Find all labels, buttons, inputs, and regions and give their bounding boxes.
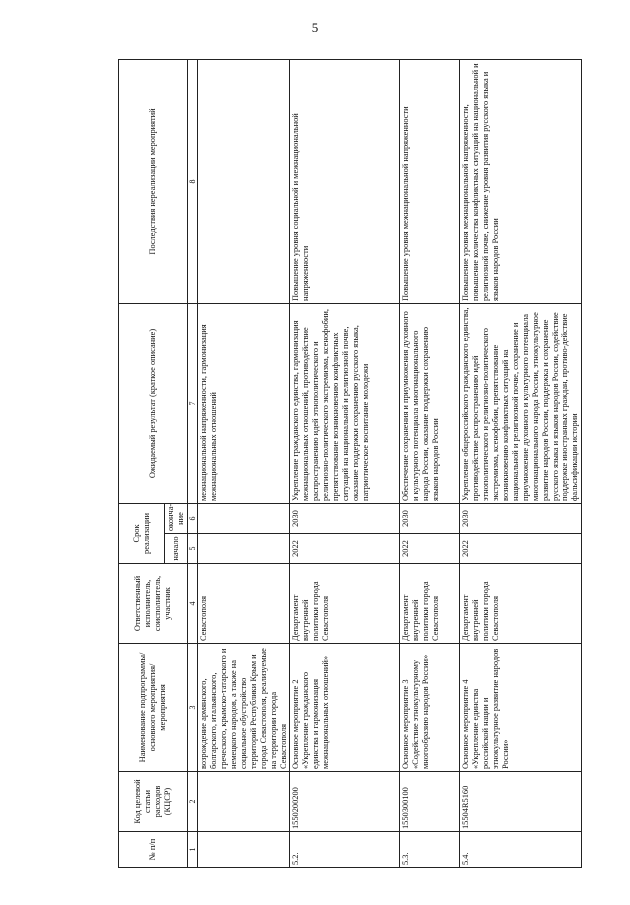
row-num: 5.3. <box>400 832 460 868</box>
row-result: межнациональной напряженности, гармонизация межнациональных отношений <box>198 304 290 504</box>
row-start: 2022 <box>460 534 582 564</box>
row-code <box>198 772 290 832</box>
row-consequences: Повышение уровня социальной и межнациональной напряженности <box>290 60 400 304</box>
row-end <box>198 504 290 534</box>
row-name: возрождение армянского, болгарского, итальянского, греческого, крымско-татарского и немецкого народов, а также на социальное обустройство территорий Республики Крым и города Севастополя, реализуемые на территории города Севастополя <box>198 644 290 772</box>
header-start: начало <box>165 534 188 564</box>
row-consequences <box>198 60 290 304</box>
row-name: Основное мероприятие 3 «Содействие этнокультурному многообразию народов России» <box>400 644 460 772</box>
row-result: Укрепление гражданского единства, гармонизация межнациональных отношений, противодействие распространению идей этнополитического и религиозно-политического экстремизма, ксенофобии, препятствование возникновению конфликтных ситуаций на национальной и религиозной почве, оказание поддержки сохранению русского языка, патриотическое воспитание молодежи <box>290 304 400 504</box>
column-number: 1 <box>187 832 197 868</box>
table-row <box>198 60 290 868</box>
row-end: 2030 <box>400 504 460 534</box>
row-result: Обеспечение сохранения и приумножения духовного и культурного потенциала многонационального народа России, оказание поддержки сохранению языков народов России <box>400 304 460 504</box>
row-consequences: Повышение уровня межнациональной напряженности, повышение количества конфликтных ситуаций на национальной и религиозной почве, снижение уровня развития русского языка и языков народов России <box>460 60 582 304</box>
row-start: 2022 <box>290 534 400 564</box>
header-period: Срок реализации <box>119 504 165 564</box>
row-start: 2022 <box>400 534 460 564</box>
row-code: 15504R5160 <box>460 772 582 832</box>
table-row <box>460 60 582 868</box>
row-code: 1550200200 <box>290 772 400 832</box>
header-name: Наименование подпрограммы/ основного мероприятия/ мероприятия <box>119 644 188 772</box>
column-number: 8 <box>187 60 197 304</box>
column-number: 4 <box>187 564 197 644</box>
row-name: Основное мероприятие 2 «Укрепление гражданского единства и гармонизация межнациональных отношений» <box>290 644 400 772</box>
column-number-row <box>187 60 197 868</box>
table-row <box>290 60 400 868</box>
row-name: Основное мероприятие 4 «Укрепление единства российской нации и этнокультурное развитие народов России» <box>460 644 582 772</box>
row-num: 5.4. <box>460 832 582 868</box>
header-code: Код целевой статьи расходов (КЦСР) <box>119 772 188 832</box>
header-end: оконча-ние <box>165 504 188 534</box>
table-row <box>400 60 460 868</box>
header-row <box>119 60 165 868</box>
rotated-table-container <box>118 60 580 868</box>
row-num <box>198 832 290 868</box>
column-number: 7 <box>187 304 197 504</box>
row-executor: Департамент внутренней политики города Севастополя <box>460 564 582 644</box>
header-executor: Ответственный исполнитель, соисполнитель, участник <box>119 564 188 644</box>
row-num: 5.2. <box>290 832 400 868</box>
row-consequences: Повышение уровня межнациональной напряженности <box>400 60 460 304</box>
column-number: 6 <box>187 504 197 534</box>
header-result: Ожидаемый результат (краткое описание) <box>119 304 188 504</box>
row-start <box>198 534 290 564</box>
row-executor: Севастополя <box>198 564 290 644</box>
column-number: 3 <box>187 644 197 772</box>
column-number: 2 <box>187 772 197 832</box>
program-measures-table <box>118 59 582 868</box>
row-end: 2030 <box>460 504 582 534</box>
header-num: № п/п <box>119 832 188 868</box>
row-code: 1550300100 <box>400 772 460 832</box>
column-number: 5 <box>187 534 197 564</box>
row-result: Укрепление общероссийского гражданского единства, противодействие распространению идей этнополитического и религиозно-политического экстремизма, ксенофобии, препятствование возникновению конфликтных ситуаций на национальной и религиозной почве, сохранение и приумножение духовного и культурного потенциала многонационального народа России, этнокультурное развитие народов России, поддержка и сохранение русского языка и языков народов России, содействие поддержке иностранных граждан, противо-действие фальсификации истории <box>460 304 582 504</box>
row-executor: Департамент внутренней политики города Севастополя <box>400 564 460 644</box>
header-consequences: Последствия нереализации мероприятий <box>119 60 188 304</box>
row-executor: Департамент внутренней политики города Севастополя <box>290 564 400 644</box>
row-end: 2030 <box>290 504 400 534</box>
page-number: 5 <box>311 20 319 35</box>
